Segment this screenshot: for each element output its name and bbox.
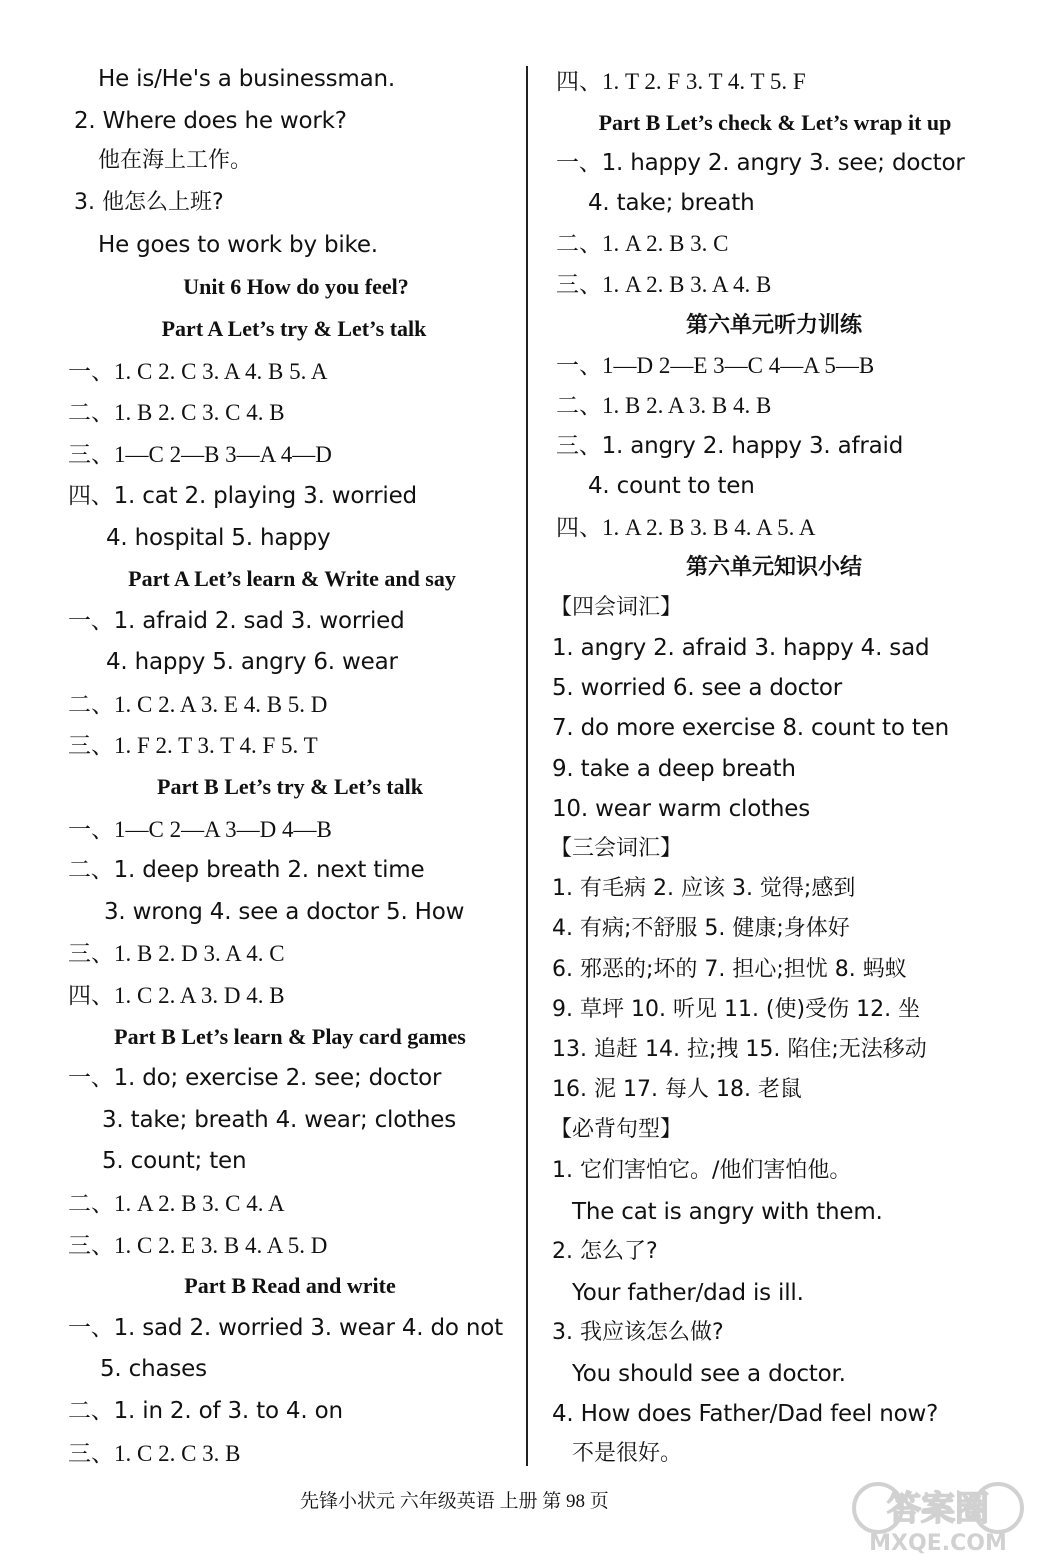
- section-heading: Part A Let’s learn & Write and say: [128, 566, 456, 591]
- answer-line: 9. take a deep breath: [552, 756, 796, 782]
- answer-line: 1. angry 2. afraid 3. happy 4. sad: [552, 635, 930, 661]
- answer-line: 4. count to ten: [588, 473, 755, 499]
- answer-line: 三、1—C 2—B 3—A 4—D: [68, 442, 332, 467]
- answer-line: 10. wear warm clothes: [552, 796, 811, 822]
- vocab-heading: 【四会词汇】: [550, 595, 683, 620]
- answer-line: 二、1. A 2. B 3. C 4. A: [68, 1191, 285, 1216]
- unit-heading: Unit 6 How do you feel?: [183, 274, 409, 299]
- answer-line: 三、1. angry 2. happy 3. afraid: [556, 433, 904, 459]
- answer-line: 1. 有毛病 2. 应该 3. 觉得;感到: [552, 876, 856, 901]
- section-heading: 第六单元听力训练: [685, 312, 863, 337]
- answer-line: 4. hospital 5. happy: [106, 525, 331, 551]
- section-heading: Part B Let’s try & Let’s talk: [157, 774, 423, 799]
- answer-line: 4. take; breath: [588, 190, 755, 216]
- answer-line: 3. wrong 4. see a doctor 5. How: [104, 899, 465, 925]
- answer-line: 4. 有病;不舒服 5. 健康;身体好: [552, 916, 850, 941]
- answer-line: 一、1—D 2—E 3—C 4—A 5—B: [556, 353, 875, 378]
- vocab-heading: 【三会词汇】: [550, 836, 683, 861]
- answer-line: 一、1. do; exercise 2. see; doctor: [68, 1065, 442, 1091]
- answer-line: 16. 泥 17. 每人 18. 老鼠: [552, 1077, 802, 1102]
- answer-line: 3. 我应该怎么做?: [552, 1320, 724, 1345]
- answer-line: 三、1. C 2. E 3. B 4. A 5. D: [68, 1233, 328, 1258]
- answer-line: 13. 追赶 14. 拉;拽 15. 陷住;无法移动: [552, 1037, 927, 1062]
- section-heading: Part B Let’s learn & Play card games: [114, 1024, 466, 1049]
- answer-line: 4. How does Father/Dad feel now?: [552, 1401, 939, 1427]
- answer-line: 3. take; breath 4. wear; clothes: [102, 1107, 457, 1133]
- answer-line: 2. 怎么了?: [552, 1239, 658, 1264]
- answer-line: 二、1. B 2. A 3. B 4. B: [556, 393, 772, 418]
- answer-line: 二、1. in 2. of 3. to 4. on: [68, 1398, 343, 1424]
- answer-line: 9. 草坪 10. 听见 11. (使)受伤 12. 坐: [552, 997, 921, 1022]
- answer-line: He goes to work by bike.: [98, 232, 378, 258]
- answer-line: The cat is angry with them.: [572, 1199, 883, 1225]
- answer-line: 一、1. sad 2. worried 3. wear 4. do not: [68, 1315, 503, 1341]
- watermark-logo: [838, 1478, 1038, 1554]
- answer-line: Your father/dad is ill.: [572, 1280, 804, 1306]
- section-heading: Part B Let’s check & Let’s wrap it up: [598, 110, 952, 135]
- answer-line: You should see a doctor.: [572, 1361, 846, 1387]
- answer-line: 3. 他怎么上班?: [74, 190, 224, 215]
- answer-line: 二、1. A 2. B 3. C: [556, 231, 729, 256]
- section-heading: Part A Let’s try & Let’s talk: [161, 316, 427, 341]
- answer-line: 一、1—C 2—A 3—D 4—B: [68, 817, 332, 842]
- answer-line: 7. do more exercise 8. count to ten: [552, 715, 949, 741]
- answer-line: 三、1. C 2. C 3. B: [68, 1441, 241, 1466]
- answer-line: 6. 邪恶的;坏的 7. 担心;担忧 8. 蚂蚁: [552, 957, 907, 982]
- answer-line: 5. count; ten: [102, 1148, 247, 1174]
- answer-line: 四、1. T 2. F 3. T 4. T 5. F: [556, 69, 806, 94]
- answer-line: 他在海上工作。: [98, 148, 253, 173]
- answer-line: 四、1. C 2. A 3. D 4. B: [68, 983, 285, 1008]
- answer-line: 三、1. F 2. T 3. T 4. F 5. T: [68, 733, 318, 758]
- answer-line: 二、1. deep breath 2. next time: [68, 857, 425, 883]
- answer-line: 三、1. B 2. D 3. A 4. C: [68, 941, 285, 966]
- answer-line: 一、1. happy 2. angry 3. see; doctor: [556, 150, 965, 176]
- answer-line: 三、1. A 2. B 3. A 4. B: [556, 272, 772, 297]
- answer-line: 不是很好。: [572, 1441, 683, 1466]
- answer-line: 1. 它们害怕它。/他们害怕他。: [552, 1158, 852, 1183]
- section-heading: 第六单元知识小结: [685, 554, 863, 579]
- answer-line: He is/He's a businessman.: [98, 66, 395, 92]
- answer-line: 一、1. C 2. C 3. A 4. B 5. A: [68, 359, 328, 384]
- section-heading: Part B Read and write: [184, 1273, 396, 1298]
- watermark-url: MXQE.COM: [869, 1531, 1007, 1554]
- page-footer: 先锋小状元 六年级英语 上册 第 98 页: [300, 1491, 609, 1512]
- answer-line: 四、1. cat 2. playing 3. worried: [68, 483, 417, 509]
- answer-line: 5. chases: [100, 1356, 207, 1382]
- answer-line: 二、1. C 2. A 3. E 4. B 5. D: [68, 692, 328, 717]
- vocab-heading: 【必背句型】: [550, 1117, 683, 1142]
- answer-line: 5. worried 6. see a doctor: [552, 675, 843, 701]
- column-divider: [526, 66, 528, 1466]
- answer-line: 一、1. afraid 2. sad 3. worried: [68, 608, 405, 634]
- answer-line: 4. happy 5. angry 6. wear: [106, 649, 398, 675]
- answer-line: 二、1. B 2. C 3. C 4. B: [68, 400, 285, 425]
- answer-line: 2. Where does he work?: [74, 108, 347, 134]
- answer-line: 四、1. A 2. B 3. B 4. A 5. A: [556, 515, 816, 540]
- watermark-text: 答案圈: [887, 1489, 989, 1529]
